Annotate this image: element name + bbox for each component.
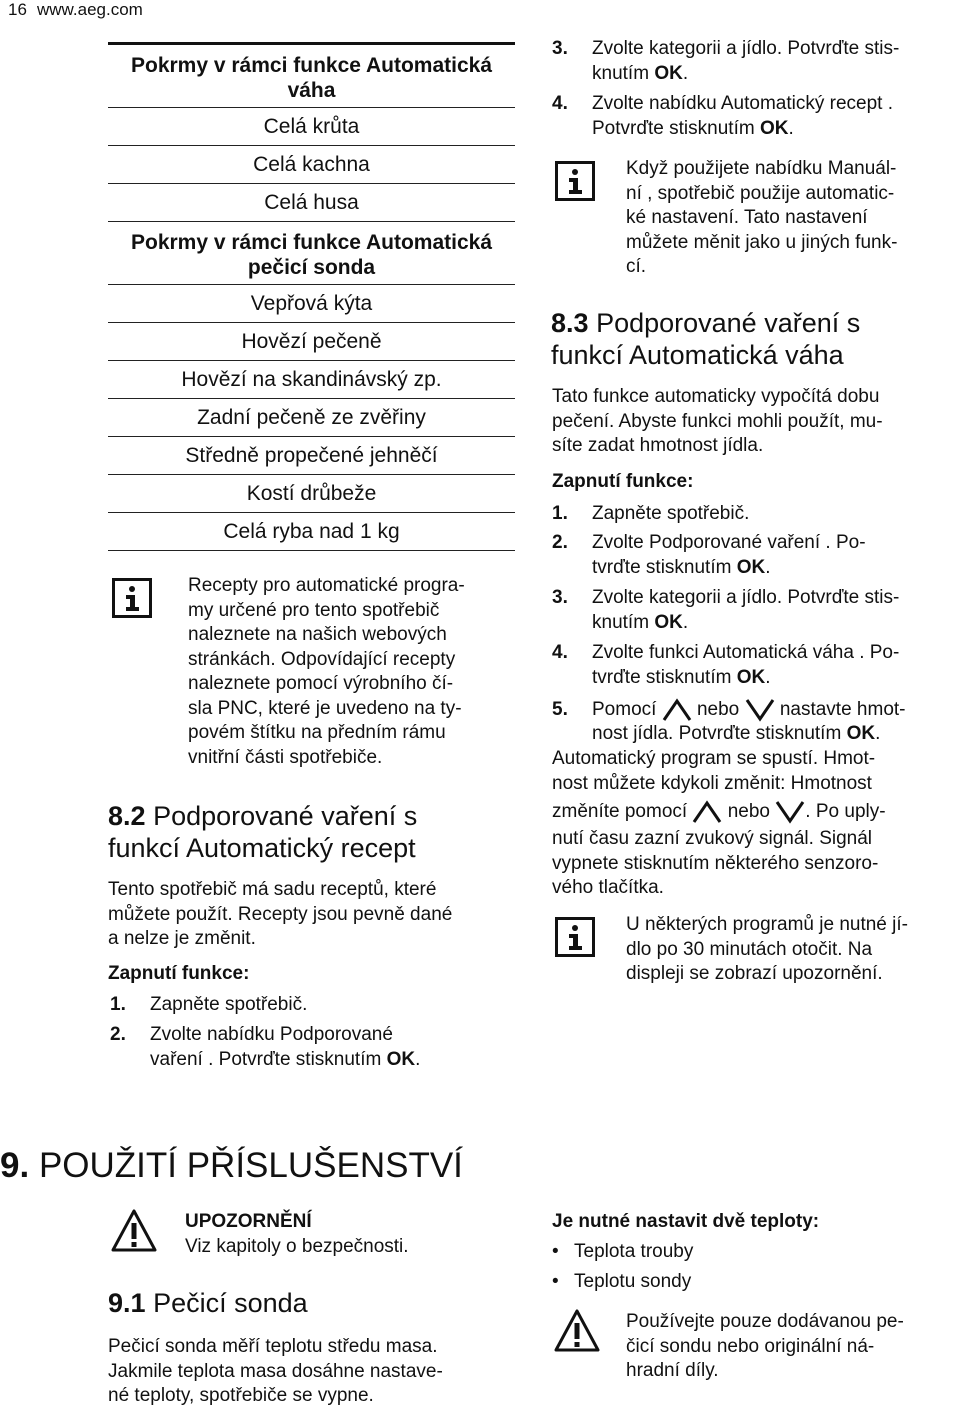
step-text: vaření . Potvrďte stisknutím (150, 1048, 387, 1070)
step-text: tvrďte stisknutím (592, 666, 737, 688)
paragraph-text: nebo (727, 801, 771, 822)
step-text: nastavte hmot- (779, 699, 906, 721)
table-row: Celá kachna (108, 146, 515, 184)
note-line: stránkách. Odpovídající recepty (188, 648, 456, 670)
ok-label: OK (759, 117, 789, 139)
step-text: Zapněte spotřebič. (150, 994, 308, 1015)
period: . (415, 1048, 421, 1070)
step-text: knutím (592, 62, 655, 84)
warning-text: Viz kapitoly o bezpečnosti. (185, 1235, 409, 1257)
section-number: 8.2 (108, 801, 146, 831)
step-3 (552, 37, 952, 89)
paragraph-text: změníte pomocí (552, 801, 688, 822)
ok-label: OK (846, 723, 876, 744)
table-row: Zadní pečeně ze zvěřiny (108, 399, 515, 437)
paragraph-line: né teploty, spotřebiče se vypne. (108, 1385, 374, 1406)
bullet-mark: • (552, 1241, 559, 1262)
ok-label: OK (386, 1048, 416, 1070)
note-line: Recepty pro automatické progra- (188, 575, 465, 596)
step-1 (110, 993, 510, 1019)
warning-icon (553, 1308, 601, 1354)
section-8-3-heading (551, 307, 860, 371)
recipes-note (188, 574, 465, 770)
note-line: vnitřní části spotřebiče. (188, 746, 383, 768)
paragraph-line: vypnete stisknutím některého senzoro- (552, 852, 879, 874)
paragraph-line: síte zadat hmotnost jídla. (552, 435, 764, 456)
step-number: 2. (110, 1024, 126, 1045)
note-line: naleznete pomocí výrobního čí- (188, 673, 454, 694)
page-number: 16 (8, 0, 27, 19)
step-number: 1. (110, 994, 126, 1015)
period: . (765, 556, 771, 578)
section-8-3-intro (552, 385, 883, 459)
step-text: Pomocí (592, 699, 657, 721)
section-number: 9.1 (108, 1288, 146, 1318)
info-icon (555, 161, 595, 201)
step-text: nost jídla. Potvrďte stisknutím (592, 723, 847, 744)
step-1 (552, 502, 952, 528)
step-text: Zvolte funkci Automatická váha . Po- (592, 642, 900, 663)
bullet-mark: • (552, 1270, 559, 1292)
section-8-2-intro (108, 878, 452, 952)
table-row: Celá krůta (108, 108, 515, 146)
note-line: cí. (626, 256, 647, 277)
note-line: čicí sondu nebo originální ná- (626, 1335, 875, 1357)
table-row: Středně propečené jehněčí (108, 437, 515, 475)
table-row: Hovězí pečeně (108, 323, 515, 361)
step-text: Zvolte nabídku Podporované (150, 1024, 393, 1045)
step-number: 4. (552, 642, 568, 663)
step-3 (552, 586, 952, 638)
section-title: Pečicí sonda (153, 1288, 308, 1318)
paragraph-line: Jakmile teplota masa dosáhne nastave- (108, 1360, 443, 1382)
section-title-line2: funkcí Automatická váha (551, 340, 844, 370)
note-line: můžete měnit jako u jiných funk- (626, 231, 898, 253)
down-arrow-icon (775, 800, 805, 824)
step-text: knutím (592, 611, 655, 633)
table-row: Celá ryba nad 1 kg (108, 513, 515, 551)
note-line: U některých programů je nutné jí- (626, 914, 908, 935)
paragraph-line: Automatický program se spustí. Hmot- (552, 748, 876, 769)
probe-warning (626, 1310, 904, 1384)
section-title: Podporované vaření s (153, 801, 418, 831)
note-line: naleznete na našich webových (188, 624, 447, 645)
section-9-1-text (108, 1335, 443, 1409)
section-8-2-heading (108, 800, 417, 864)
step-number: 5. (552, 699, 568, 720)
step-4 (552, 92, 952, 144)
down-arrow-icon (745, 698, 775, 722)
paragraph-text: . Po uply- (805, 801, 886, 822)
step-number: 1. (552, 503, 568, 524)
step-2 (552, 531, 952, 583)
subheading: Zapnutí funkce: (108, 963, 250, 984)
table-row: Celá husa (108, 184, 515, 222)
table-row: Kostí drůbeže (108, 475, 515, 513)
info-icon (555, 917, 595, 957)
weight-change-paragraph (552, 747, 952, 901)
note-line: Používejte pouze dodávanou pe- (626, 1311, 904, 1332)
list-item (552, 1270, 693, 1295)
list-item (552, 1240, 693, 1265)
step-2 (110, 1023, 510, 1075)
step-number: 3. (552, 38, 568, 59)
warning-icon (110, 1208, 158, 1254)
ok-label: OK (654, 62, 683, 84)
step-number: 4. (552, 93, 568, 114)
step-text: tvrďte stisknutím (592, 556, 737, 578)
chapter-heading (0, 1146, 463, 1186)
step-number: 2. (552, 532, 568, 553)
table-row: Hovězí na skandinávský zp. (108, 361, 515, 399)
step-text: Zvolte nabídku Automatický recept . (592, 93, 893, 114)
paragraph-line: Tato funkce automaticky vypočítá dobu (552, 386, 880, 407)
note-line: displeji se zobrazí upozornění. (626, 963, 883, 984)
note-line: sla PNC, které je uvedeno na ty- (188, 697, 462, 719)
table-heading-text: Pokrmy v rámci funkce Automatická váha (130, 54, 493, 102)
paragraph-line (552, 796, 952, 827)
note-line: hradní díly. (626, 1360, 719, 1381)
table-row: Vepřová kýta (108, 285, 515, 323)
note-line: ní , spotřebič použije automatic- (626, 182, 895, 204)
info-icon (112, 578, 152, 618)
ok-label: OK (736, 666, 766, 688)
note-line: dlo po 30 minutách otočit. Na (626, 938, 873, 960)
step-text: Zvolte kategorii a jídlo. Potvrďte stis- (592, 587, 900, 608)
ok-label: OK (736, 556, 766, 578)
period: . (682, 611, 689, 633)
chapter-title: POUŽITÍ PŘÍSLUŠENSTVÍ (38, 1146, 463, 1185)
up-arrow-icon (692, 800, 722, 824)
note-line: Když použijete nabídku Manuál- (626, 158, 897, 179)
period: . (788, 117, 794, 139)
table-heading-automatic-weight (108, 42, 515, 108)
step-text: Zvolte kategorii a jídlo. Potvrďte stis- (592, 38, 900, 59)
note-line: my určené pro tento spotřebič (188, 599, 440, 621)
paragraph-line: nost můžete kdykoli změnit: Hmotnost (552, 772, 872, 794)
section-number: 8.3 (551, 308, 589, 338)
step-5 (552, 696, 952, 748)
table-heading-text: Pokrmy v rámci funkce Automatická pečicí sonda (130, 231, 493, 279)
ok-label: OK (654, 611, 683, 633)
table-heading-meat-probe (108, 222, 515, 285)
list-item-text: Teplotu sondy (574, 1270, 692, 1292)
period: . (682, 62, 689, 84)
note-line: ké nastavení. Tato nastavení (626, 207, 868, 228)
paragraph-line: vého tlačítka. (552, 877, 664, 898)
paragraph-line: můžete použít. Recepty jsou pevně dané (108, 903, 453, 925)
bullet-list (552, 1240, 693, 1294)
paragraph-line: Pečicí sonda měří teplotu středu masa. (108, 1336, 438, 1357)
header-url: www.aeg.com (37, 0, 143, 19)
step-text: Potvrďte stisknutím (592, 117, 760, 139)
step-number: 3. (552, 587, 568, 608)
section-title-line2: funkcí Automatický recept (108, 833, 416, 863)
paragraph-line: Tento spotřebič má sadu receptů, které (108, 879, 437, 900)
note-line: povém štítku na předním rámu (188, 722, 446, 743)
period: . (875, 723, 881, 744)
section-title: Podporované vaření s (596, 308, 861, 338)
list-item-text: Teplota trouby (574, 1241, 694, 1262)
step-text: Zapněte spotřebič. (592, 503, 750, 524)
period: . (765, 666, 771, 688)
subheading: Zapnutí funkce: (552, 471, 694, 492)
paragraph-line: a nelze je změnit. (108, 928, 256, 949)
section-9-1-heading (108, 1287, 308, 1319)
manual-note (626, 157, 897, 280)
step-text: nebo (696, 699, 740, 721)
paragraph-line: pečení. Abyste funkci mohli použít, mu- (552, 410, 883, 432)
turn-food-note (626, 913, 908, 987)
up-arrow-icon (662, 698, 692, 722)
step-4 (552, 641, 952, 693)
warning-title: UPOZORNĚNÍ (185, 1211, 312, 1232)
dishes-table (108, 42, 515, 551)
safety-warning (185, 1210, 409, 1259)
paragraph-line: nutí času zazní zvukový signál. Signál (552, 828, 873, 849)
subheading: Je nutné nastavit dvě teploty: (552, 1211, 820, 1232)
step-text: Zvolte Podporované vaření . Po- (592, 532, 866, 553)
chapter-number: 9. (0, 1146, 30, 1185)
